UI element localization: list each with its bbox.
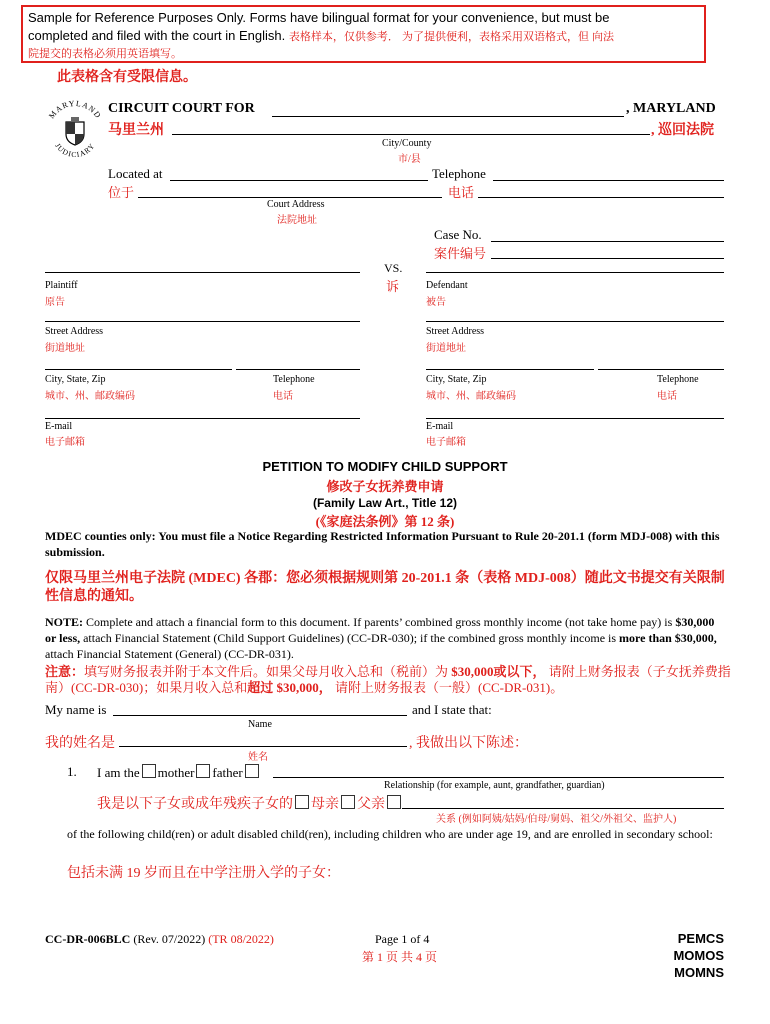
father-label-zh: 父亲 <box>357 797 385 812</box>
plaintiff-street-label: Street Address <box>45 326 104 337</box>
other-relationship-checkbox[interactable] <box>245 764 259 778</box>
seal-bottom-text: JUDICIARY <box>53 141 97 160</box>
defendant-name-field[interactable] <box>426 272 724 273</box>
other-relationship-checkbox-zh[interactable] <box>387 795 401 809</box>
footer-code-momos: MOMOS <box>673 948 724 963</box>
footer-codes <box>640 930 724 981</box>
name-caption-zh: 姓名 <box>248 752 268 763</box>
defendant-phone-field[interactable] <box>598 369 724 370</box>
note-text-2: attach Financial Statement (Child Support Guidelines) (CC-DR-030); if the combined gross monthly income is <box>80 631 620 645</box>
court-address-caption: Court Address <box>267 199 325 210</box>
father-checkbox-zh[interactable] <box>341 795 355 809</box>
case-no-field[interactable] <box>491 241 724 242</box>
note-zh-text-2: 请附上财务报表（子女抚养费指南）(CC-DR-030)；如果月收入总和 <box>45 664 731 695</box>
i-am-the-label: I am the <box>97 765 140 780</box>
note-zh-bold-1: $30,000或以下， <box>451 664 546 679</box>
plaintiff-email-label-zh: 电子邮箱 <box>45 437 85 448</box>
defendant-phone-label: Telephone <box>657 374 699 385</box>
plaintiff-email-label: E-mail <box>45 421 73 432</box>
defendant-street-label-zh: 街道地址 <box>426 343 466 354</box>
mother-checkbox[interactable] <box>142 764 156 778</box>
mother-label-zh: 母亲 <box>311 797 339 812</box>
item-1-description: of the following child(ren) or adult disabled child(ren), including children who are under age 19, and are enrolled in secondary school: <box>67 827 713 841</box>
name-field[interactable] <box>113 715 407 716</box>
court-telephone-label-zh: 电话 <box>448 185 475 200</box>
defendant-email-label: E-mail <box>426 421 454 432</box>
father-label: father <box>212 765 243 780</box>
page-number-zh: 第 1 页 共 4 页 <box>362 950 438 964</box>
relationship-field-zh[interactable] <box>402 808 724 809</box>
case-no-underline-zh <box>491 258 724 259</box>
banner-line-1: Sample for Reference Purposes Only. Forms have bilingual format for your convenience, but must be <box>28 10 610 25</box>
banner-line-3-zh: 院提交的表格必须用英语填写。 <box>28 48 182 60</box>
name-field-zh[interactable] <box>119 746 407 747</box>
note-label: NOTE: <box>45 615 84 629</box>
note-zh-bold-2: 超过 $30,000， <box>247 680 332 695</box>
plaintiff-email-field[interactable] <box>45 418 360 419</box>
defendant-street-label: Street Address <box>426 326 485 337</box>
court-zh-suffix: , 巡回法院 <box>651 123 714 138</box>
banner-line-2-en: completed and filed with the court in English. <box>28 28 286 43</box>
form-title-zh: 修改子女抚养费申请 <box>326 479 444 494</box>
note-label-zh: 注意： <box>45 664 85 679</box>
plaintiff-phone-field[interactable] <box>236 369 360 370</box>
city-county-label-zh: 市/县 <box>398 154 421 165</box>
defendant-label: Defendant <box>426 280 468 291</box>
note-zh-text-1: 填写财务报表并附于本文件后。如果父母月收入总和（税前）为 <box>84 664 452 679</box>
form-subtitle-zh: (《家庭法条例》第 12 条) <box>315 514 455 529</box>
court-zh-prefix: 马里兰州 <box>108 123 164 138</box>
mdec-notice-zh: 仅限马里兰州电子法院 (MDEC) 各郡：您必须根据规则第 20-201.1 条（表格 MDJ-008）随此文书提交有关限制性信息的通知。 <box>45 571 725 604</box>
vs-label: VS. <box>384 261 403 275</box>
located-at-label-zh: 位于 <box>108 185 135 200</box>
court-telephone-underline-zh <box>478 197 724 198</box>
item-1-options <box>97 764 261 781</box>
plaintiff-street-field[interactable] <box>45 321 360 322</box>
vs-label-zh: 诉 <box>386 279 400 294</box>
name-suffix: and I state that: <box>412 702 492 717</box>
maryland-judiciary-seal <box>44 100 106 162</box>
plaintiff-label-zh: 原告 <box>45 297 65 308</box>
case-no-label: Case No. <box>434 227 482 242</box>
court-address-field[interactable] <box>170 180 428 181</box>
city-county-label: City/County <box>382 138 432 149</box>
court-name-field[interactable] <box>272 116 624 117</box>
name-prefix: My name is <box>45 702 107 717</box>
plaintiff-name-field[interactable] <box>45 272 360 273</box>
court-en-prefix: CIRCUIT COURT FOR <box>108 101 255 116</box>
name-suffix-zh: , 我做出以下陈述： <box>409 736 528 751</box>
name-prefix-zh: 我的姓名是 <box>45 736 115 751</box>
banner-line-2-zh: 表格样本，仅供参考． 为了提供便利，表格采用双语格式，但 向法 <box>288 31 615 43</box>
note-paragraph-zh <box>45 664 735 696</box>
note-text-3: attach Financial Statement (General) (CC-DR-031). <box>45 647 294 661</box>
form-subtitle: (Family Law Art., Title 12) <box>312 496 458 510</box>
page-number: Page 1 of 4 <box>375 932 430 946</box>
translation-date: (TR 08/2022) <box>205 932 274 946</box>
form-title: PETITION TO MODIFY CHILD SUPPORT <box>262 459 508 474</box>
note-bold-2: more than $30,000, <box>619 631 717 645</box>
father-checkbox[interactable] <box>196 764 210 778</box>
plaintiff-city-label-zh: 城市、州、邮政编码 <box>45 391 135 402</box>
defendant-street-field[interactable] <box>426 321 724 322</box>
footer-code-pemcs: PEMCS <box>677 931 724 946</box>
form-number <box>45 932 274 947</box>
note-text-1: Complete and attach a financial form to this document. If parents’ combined gross monthly income (not take home pay) is <box>83 615 676 629</box>
plaintiff-phone-label: Telephone <box>273 374 315 385</box>
defendant-city-label: City, State, Zip <box>426 374 487 385</box>
form-number-code: CC-DR-006BLC <box>45 932 131 946</box>
plaintiff-street-label-zh: 街道地址 <box>45 343 85 354</box>
court-address-underline-zh <box>138 197 442 198</box>
reference-banner <box>21 5 706 63</box>
restricted-info-zh: 此表格含有受限信息。 <box>57 70 197 85</box>
relationship-field[interactable] <box>273 777 724 778</box>
court-telephone-field[interactable] <box>493 180 724 181</box>
plaintiff-city-field[interactable] <box>45 369 232 370</box>
located-at-label: Located at <box>108 166 163 181</box>
relationship-prefix-zh: 我是以下子女或成年残疾子女的 <box>97 797 293 812</box>
defendant-label-zh: 被告 <box>426 297 446 308</box>
item-1-description-zh: 包括未满 19 岁而且在中学注册入学的子女： <box>67 866 340 881</box>
note-zh-text-3: 请附上财务报表（一般）(CC-DR-031)。 <box>331 680 564 695</box>
defendant-city-label-zh: 城市、州、邮政编码 <box>426 391 516 402</box>
item-1-number: 1. <box>67 764 77 779</box>
footer-code-momns: MOMNS <box>674 965 724 980</box>
note-paragraph <box>45 614 725 662</box>
seal-top-text: MARYLAND <box>47 100 103 121</box>
note-bold-1: $30,000 or less, <box>45 615 715 645</box>
court-en-suffix: , MARYLAND <box>626 101 716 116</box>
defendant-city-field[interactable] <box>426 369 594 370</box>
case-no-label-zh: 案件编号 <box>434 246 487 261</box>
mother-checkbox-zh[interactable] <box>295 795 309 809</box>
court-name-zh-field[interactable] <box>172 134 650 135</box>
defendant-email-field[interactable] <box>426 418 724 419</box>
plaintiff-city-label: City, State, Zip <box>45 374 106 385</box>
court-address-caption-zh: 法院地址 <box>277 215 317 226</box>
revision-date: (Rev. 07/2022) <box>130 932 206 946</box>
name-caption: Name <box>248 719 272 730</box>
relationship-caption-zh: 关系 (例如阿姨/姑妈/伯母/舅妈、祖父/外祖父、监护人) <box>436 814 677 825</box>
defendant-email-label-zh: 电子邮箱 <box>426 437 466 448</box>
defendant-phone-label-zh: 电话 <box>657 391 677 402</box>
court-telephone-label: Telephone <box>432 166 486 181</box>
item-1-options-zh <box>97 793 403 813</box>
plaintiff-phone-label-zh: 电话 <box>273 391 293 402</box>
plaintiff-label: Plaintiff <box>45 280 78 291</box>
relationship-caption: Relationship (for example, aunt, grandfather, guardian) <box>384 780 605 791</box>
mdec-notice: MDEC counties only: You must file a Notice Regarding Restricted Information Pursuant to Rule 20-201.1 (form MDJ-008) with this submission. <box>45 529 720 559</box>
mother-label: mother <box>157 765 195 780</box>
